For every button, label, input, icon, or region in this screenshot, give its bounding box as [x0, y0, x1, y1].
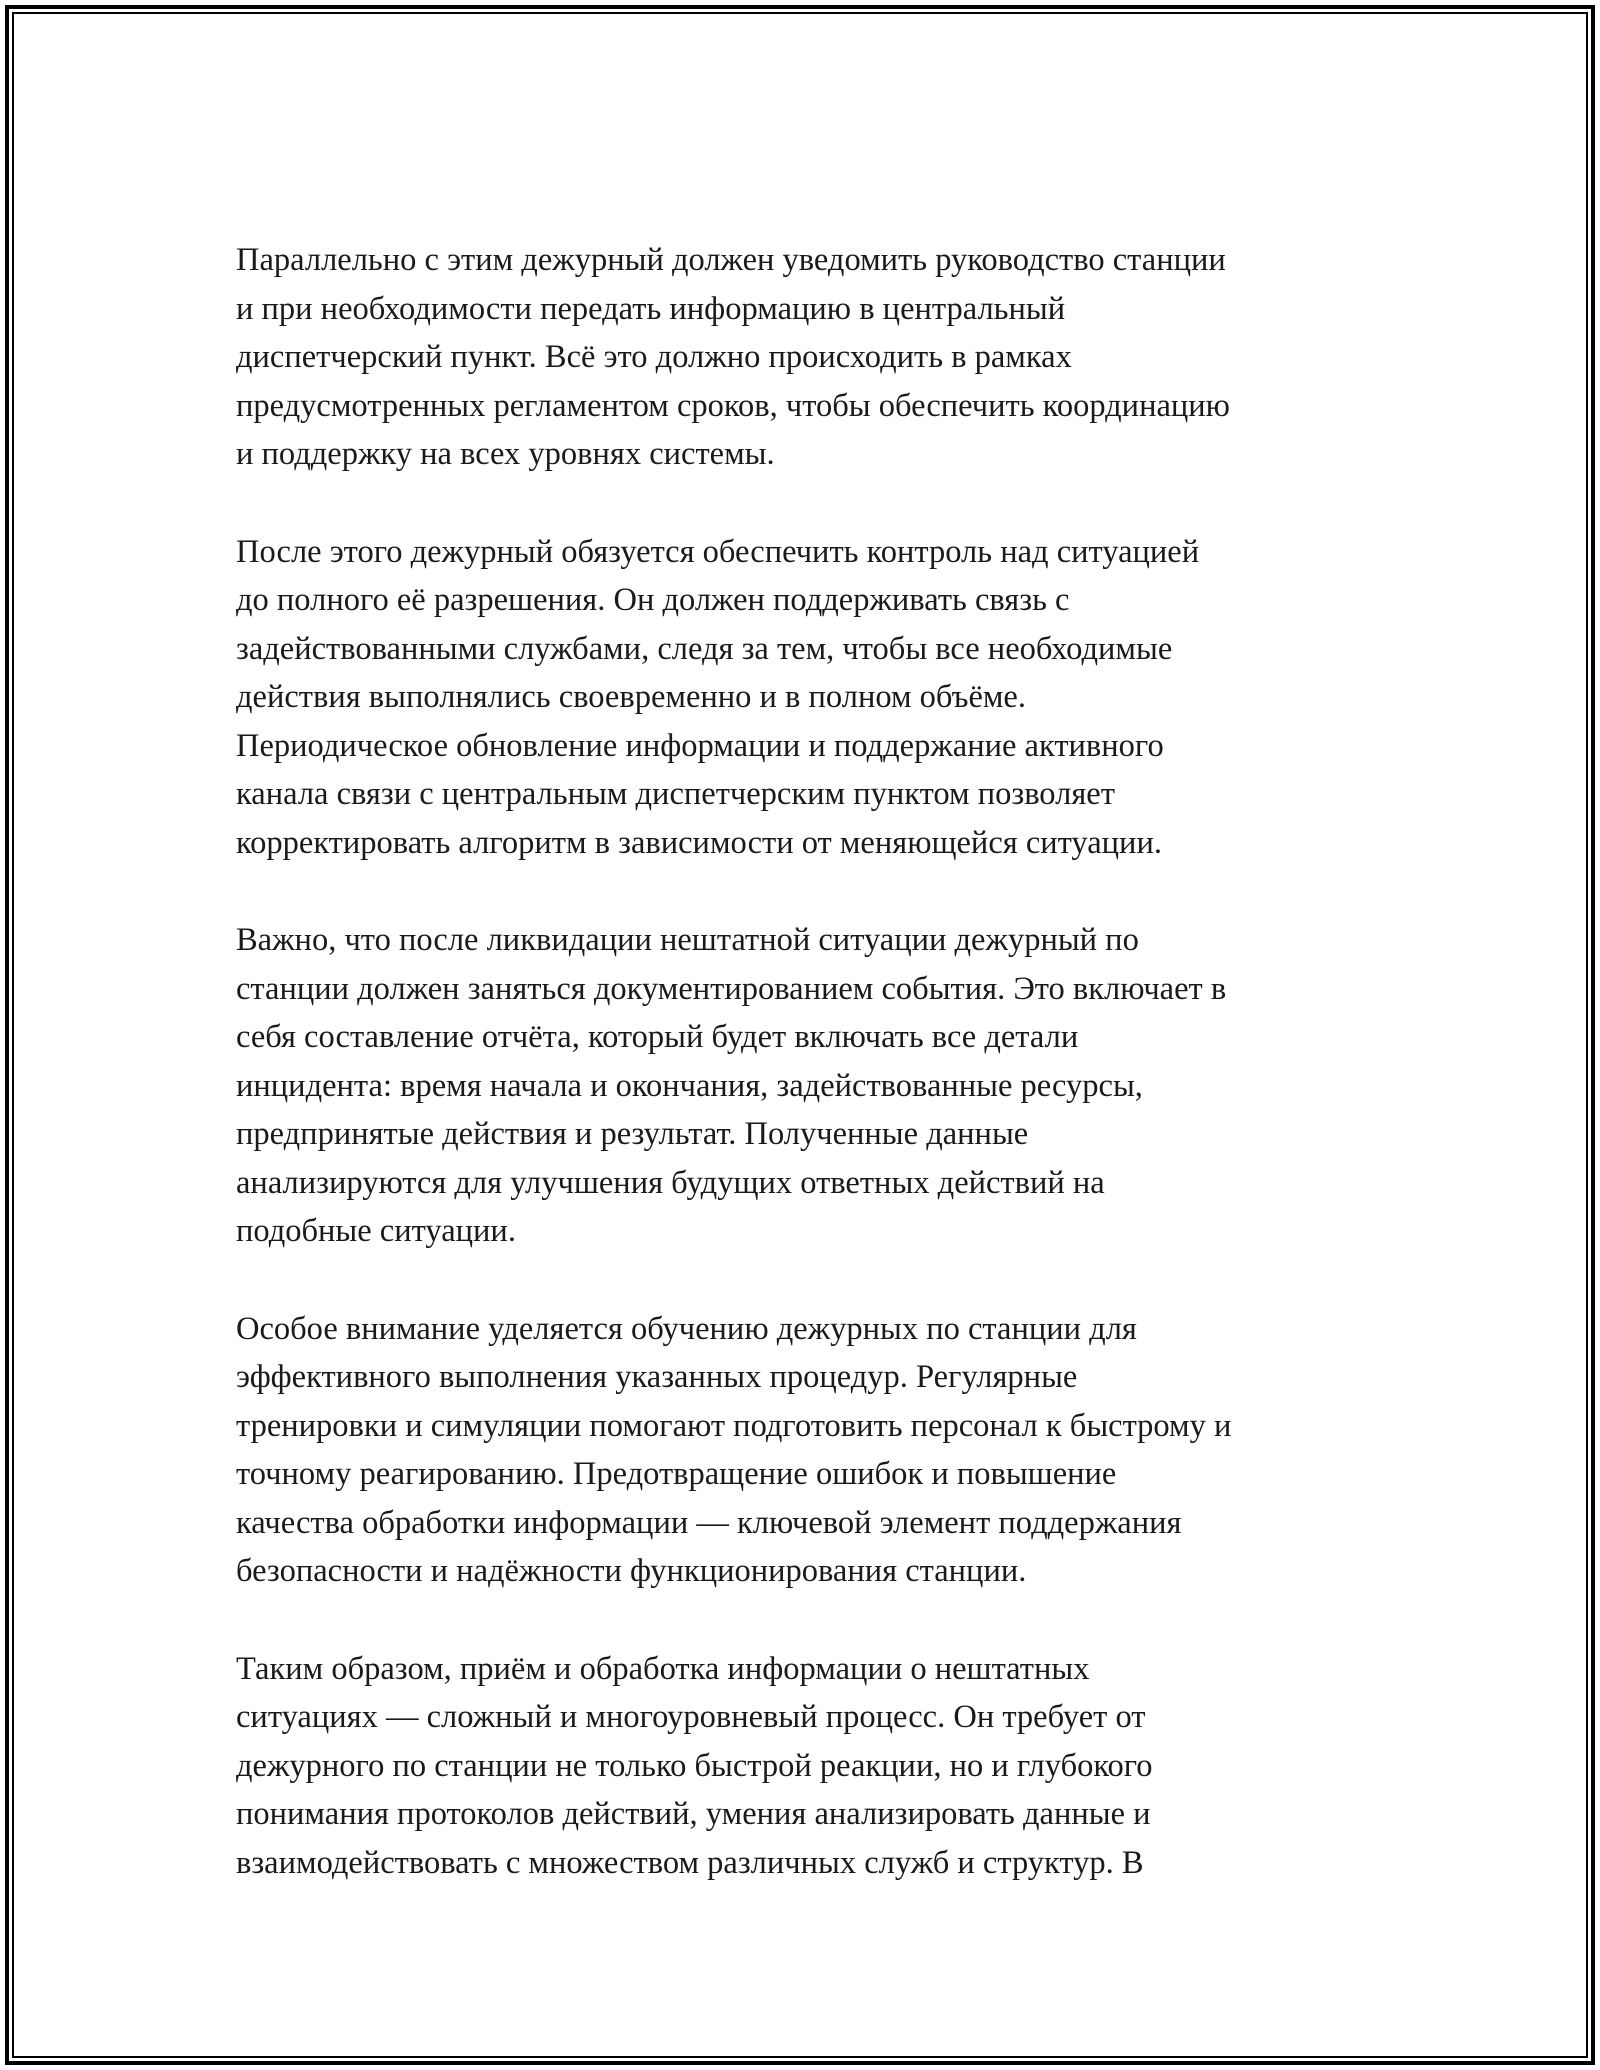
document-body — [236, 236, 1376, 1887]
paragraph-5: Таким образом, приём и обработка информации о нештатных ситуациях — сложный и многоуровневый процесс. Он требует от дежурного по станции не только быстрой реакции, но и глубокого понимания протоколов действий, умения анализировать данные и взаимодействовать с множеством различных служб и структур. В — [236, 1650, 1153, 1881]
paragraph-4: Особое внимание уделяется обучению дежурных по станции для эффективного выполнения указанных процедур. Регулярные тренировки и симуляции помогают подготовить персонал к быстрому и точному реагированию. Предотвращение ошибок и повышение качества обработки информации — ключевой элемент поддержания безопасности и надёжности функционирования станции. — [236, 1310, 1232, 1589]
paragraph-1: Параллельно с этим дежурный должен уведомить руководство станции и при необходимости передать информацию в центральный диспетчерский пункт. Всё это должно происходить в рамках предусмотренных регламентом сроков, чтобы обеспечить координацию и поддержку на всех уровнях системы. — [236, 242, 1230, 472]
paragraph-3: Важно, что после ликвидации нештатной ситуации дежурный по станции должен заняться документированием события. Это включает в себя составление отчёта, который будет включать все детали инцидента: время начала и окончания, задействованные ресурсы, предпринятые действия и результат. Полученные данные анализируются для улучшения будущих ответных действий на подобные ситуации. — [236, 922, 1227, 1249]
paragraph-2: После этого дежурный обязуется обеспечить контроль над ситуацией до полного её разрешения. Он должен поддерживать связь с задействованными службами, следя за тем, чтобы все необходимые действия выполнялись своевременно и в полном объёме. Периодическое обновление информации и поддержание активного канала связи с центральным диспетчерским пунктом позволяет корректировать алгоритм в зависимости от меняющейся ситуации. — [236, 533, 1200, 861]
